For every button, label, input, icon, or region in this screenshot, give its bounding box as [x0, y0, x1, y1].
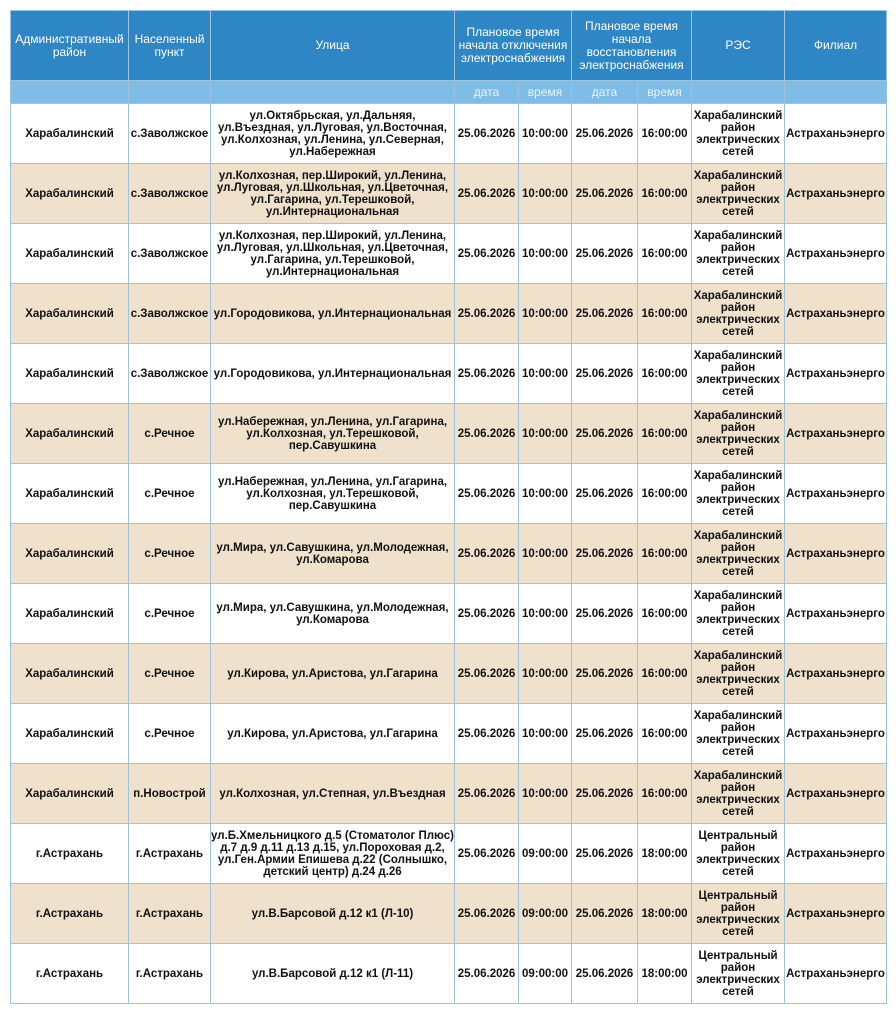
subheader-row — [11, 81, 887, 104]
cell-on-date: 25.06.2026 — [572, 524, 638, 584]
cell-settlement: г.Астрахань — [129, 824, 211, 884]
col-header-district: Административный район — [11, 11, 129, 81]
cell-on-date: 25.06.2026 — [572, 224, 638, 284]
cell-res: Харабалинский район электрических сетей — [692, 704, 785, 764]
cell-district: Харабалинский — [11, 464, 129, 524]
cell-off-date: 25.06.2026 — [455, 824, 519, 884]
cell-district: Харабалинский — [11, 104, 129, 164]
col-header-restore-time: Плановое время начала восстановления электроснабжения — [572, 11, 692, 81]
col-header-branch: Филиал — [785, 11, 887, 81]
cell-off-time: 10:00:00 — [519, 284, 572, 344]
cell-off-time: 10:00:00 — [519, 464, 572, 524]
cell-on-date: 25.06.2026 — [572, 104, 638, 164]
cell-on-time: 16:00:00 — [638, 644, 692, 704]
cell-settlement: г.Астрахань — [129, 884, 211, 944]
subheader-off-time: время — [519, 81, 572, 104]
cell-off-date: 25.06.2026 — [455, 404, 519, 464]
cell-res: Харабалинский район электрических сетей — [692, 104, 785, 164]
table-row — [11, 884, 887, 944]
cell-street: ул.Набережная, ул.Ленина, ул.Гагарина, ул.Колхозная, ул.Терешковой, пер.Савушкина — [211, 464, 455, 524]
cell-res: Харабалинский район электрических сетей — [692, 764, 785, 824]
cell-branch: Астраханьэнерго — [785, 884, 887, 944]
cell-off-date: 25.06.2026 — [455, 164, 519, 224]
cell-off-time: 10:00:00 — [519, 104, 572, 164]
cell-on-date: 25.06.2026 — [572, 584, 638, 644]
cell-off-time: 09:00:00 — [519, 944, 572, 1004]
cell-branch: Астраханьэнерго — [785, 464, 887, 524]
cell-off-date: 25.06.2026 — [455, 764, 519, 824]
cell-street: ул.В.Барсовой д.12 к1 (Л-10) — [211, 884, 455, 944]
cell-street: ул.Набережная, ул.Ленина, ул.Гагарина, ул.Колхозная, ул.Терешковой, пер.Савушкина — [211, 404, 455, 464]
cell-district: г.Астрахань — [11, 824, 129, 884]
cell-res: Харабалинский район электрических сетей — [692, 584, 785, 644]
cell-district: г.Астрахань — [11, 944, 129, 1004]
cell-off-date: 25.06.2026 — [455, 344, 519, 404]
cell-street: ул.Кирова, ул.Аристова, ул.Гагарина — [211, 704, 455, 764]
cell-off-date: 25.06.2026 — [455, 464, 519, 524]
cell-on-time: 18:00:00 — [638, 944, 692, 1004]
cell-branch: Астраханьэнерго — [785, 704, 887, 764]
cell-branch: Астраханьэнерго — [785, 104, 887, 164]
cell-branch: Астраханьэнерго — [785, 584, 887, 644]
cell-branch: Астраханьэнерго — [785, 284, 887, 344]
cell-on-time: 16:00:00 — [638, 704, 692, 764]
cell-on-date: 25.06.2026 — [572, 644, 638, 704]
cell-branch: Астраханьэнерго — [785, 944, 887, 1004]
cell-street: ул.Б.Хмельницкого д.5 (Стоматолог Плюс) д.7 д.9 д.11 д.13 д.15, ул.Пороховая д.2, ул.Ген.Армии Епишева д.22 (Солнышко, детский центр) д.24 д.26 — [211, 824, 455, 884]
table-row — [11, 524, 887, 584]
col-header-res: РЭС — [692, 11, 785, 81]
table-row — [11, 164, 887, 224]
cell-on-time: 16:00:00 — [638, 104, 692, 164]
subheader-off-date: дата — [455, 81, 519, 104]
cell-off-time: 09:00:00 — [519, 884, 572, 944]
cell-on-date: 25.06.2026 — [572, 344, 638, 404]
cell-branch: Астраханьэнерго — [785, 164, 887, 224]
cell-off-date: 25.06.2026 — [455, 524, 519, 584]
cell-on-date: 25.06.2026 — [572, 824, 638, 884]
cell-settlement: с.Речное — [129, 704, 211, 764]
cell-res: Харабалинский район электрических сетей — [692, 284, 785, 344]
cell-on-time: 16:00:00 — [638, 164, 692, 224]
cell-res: Харабалинский район электрических сетей — [692, 344, 785, 404]
cell-off-time: 10:00:00 — [519, 764, 572, 824]
cell-on-date: 25.06.2026 — [572, 884, 638, 944]
cell-settlement: с.Заволжское — [129, 284, 211, 344]
cell-settlement: с.Заволжское — [129, 164, 211, 224]
table-row — [11, 284, 887, 344]
cell-res: Харабалинский район электрических сетей — [692, 164, 785, 224]
cell-settlement: с.Речное — [129, 524, 211, 584]
cell-on-time: 16:00:00 — [638, 764, 692, 824]
cell-street: ул.Колхозная, пер.Широкий, ул.Ленина, ул.Луговая, ул.Школьная, ул.Цветочная, ул.Гагарина, ул.Терешковой, ул.Интернациональная — [211, 164, 455, 224]
cell-off-date: 25.06.2026 — [455, 224, 519, 284]
cell-settlement: с.Речное — [129, 464, 211, 524]
cell-res: Харабалинский район электрических сетей — [692, 524, 785, 584]
cell-street: ул.Мира, ул.Савушкина, ул.Молодежная, ул.Комарова — [211, 524, 455, 584]
cell-district: Харабалинский — [11, 344, 129, 404]
cell-on-time: 16:00:00 — [638, 224, 692, 284]
cell-settlement: с.Речное — [129, 584, 211, 644]
subheader-on-time: время — [638, 81, 692, 104]
cell-off-date: 25.06.2026 — [455, 884, 519, 944]
cell-district: г.Астрахань — [11, 884, 129, 944]
cell-street: ул.Мира, ул.Савушкина, ул.Молодежная, ул.Комарова — [211, 584, 455, 644]
table-row — [11, 644, 887, 704]
cell-off-time: 10:00:00 — [519, 224, 572, 284]
cell-district: Харабалинский — [11, 704, 129, 764]
col-header-settlement: Населенный пункт — [129, 11, 211, 81]
cell-branch: Астраханьэнерго — [785, 224, 887, 284]
col-header-street: Улица — [211, 11, 455, 81]
cell-on-time: 16:00:00 — [638, 524, 692, 584]
cell-off-time: 09:00:00 — [519, 824, 572, 884]
table-row — [11, 944, 887, 1004]
cell-res: Центральный район электрических сетей — [692, 824, 785, 884]
subheader-blank — [211, 81, 455, 104]
cell-district: Харабалинский — [11, 584, 129, 644]
cell-res: Харабалинский район электрических сетей — [692, 644, 785, 704]
table-row — [11, 224, 887, 284]
cell-on-date: 25.06.2026 — [572, 164, 638, 224]
cell-district: Харабалинский — [11, 404, 129, 464]
table-row — [11, 764, 887, 824]
cell-settlement: с.Речное — [129, 644, 211, 704]
cell-street: ул.Кирова, ул.Аристова, ул.Гагарина — [211, 644, 455, 704]
table-row — [11, 344, 887, 404]
cell-off-date: 25.06.2026 — [455, 644, 519, 704]
cell-district: Харабалинский — [11, 164, 129, 224]
cell-branch: Астраханьэнерго — [785, 524, 887, 584]
subheader-blank — [11, 81, 129, 104]
cell-settlement: с.Речное — [129, 404, 211, 464]
table-row — [11, 404, 887, 464]
cell-off-date: 25.06.2026 — [455, 584, 519, 644]
cell-on-time: 16:00:00 — [638, 584, 692, 644]
cell-district: Харабалинский — [11, 284, 129, 344]
cell-res: Харабалинский район электрических сетей — [692, 404, 785, 464]
cell-street: ул.Колхозная, пер.Широкий, ул.Ленина, ул.Луговая, ул.Школьная, ул.Цветочная, ул.Гагарина, ул.Терешковой, ул.Интернациональная — [211, 224, 455, 284]
cell-on-time: 18:00:00 — [638, 824, 692, 884]
cell-settlement: п.Новострой — [129, 764, 211, 824]
cell-off-time: 10:00:00 — [519, 404, 572, 464]
cell-branch: Астраханьэнерго — [785, 824, 887, 884]
table-row — [11, 584, 887, 644]
cell-street: ул.Городовикова, ул.Интернациональная — [211, 284, 455, 344]
cell-on-date: 25.06.2026 — [572, 704, 638, 764]
cell-on-time: 16:00:00 — [638, 344, 692, 404]
subheader-blank — [785, 81, 887, 104]
cell-off-time: 10:00:00 — [519, 584, 572, 644]
cell-off-time: 10:00:00 — [519, 704, 572, 764]
cell-street: ул.Октябрьская, ул.Дальняя, ул.Въездная, ул.Луговая, ул.Восточная, ул.Колхозная, ул.Ленина, ул.Северная, ул.Набережная — [211, 104, 455, 164]
cell-settlement: с.Заволжское — [129, 104, 211, 164]
table-row — [11, 464, 887, 524]
cell-street: ул.В.Барсовой д.12 к1 (Л-11) — [211, 944, 455, 1004]
cell-settlement: с.Заволжское — [129, 344, 211, 404]
cell-res: Центральный район электрических сетей — [692, 944, 785, 1004]
cell-district: Харабалинский — [11, 764, 129, 824]
cell-off-time: 10:00:00 — [519, 644, 572, 704]
table-row — [11, 704, 887, 764]
cell-street: ул.Городовикова, ул.Интернациональная — [211, 344, 455, 404]
cell-off-date: 25.06.2026 — [455, 944, 519, 1004]
cell-off-date: 25.06.2026 — [455, 704, 519, 764]
cell-on-date: 25.06.2026 — [572, 764, 638, 824]
cell-branch: Астраханьэнерго — [785, 344, 887, 404]
cell-branch: Астраханьэнерго — [785, 764, 887, 824]
cell-res: Харабалинский район электрических сетей — [692, 224, 785, 284]
cell-district: Харабалинский — [11, 224, 129, 284]
cell-off-time: 10:00:00 — [519, 524, 572, 584]
cell-on-date: 25.06.2026 — [572, 464, 638, 524]
cell-street: ул.Колхозная, ул.Степная, ул.Въездная — [211, 764, 455, 824]
cell-on-date: 25.06.2026 — [572, 944, 638, 1004]
cell-off-time: 10:00:00 — [519, 344, 572, 404]
cell-off-date: 25.06.2026 — [455, 104, 519, 164]
cell-on-time: 16:00:00 — [638, 284, 692, 344]
subheader-on-date: дата — [572, 81, 638, 104]
cell-district: Харабалинский — [11, 644, 129, 704]
cell-res: Центральный район электрических сетей — [692, 884, 785, 944]
cell-branch: Астраханьэнерго — [785, 404, 887, 464]
cell-branch: Астраханьэнерго — [785, 644, 887, 704]
outage-schedule-table — [10, 10, 887, 1004]
table-row — [11, 824, 887, 884]
cell-settlement: г.Астрахань — [129, 944, 211, 1004]
subheader-blank — [129, 81, 211, 104]
cell-on-time: 16:00:00 — [638, 404, 692, 464]
cell-off-time: 10:00:00 — [519, 164, 572, 224]
table-row — [11, 104, 887, 164]
cell-on-date: 25.06.2026 — [572, 284, 638, 344]
cell-res: Харабалинский район электрических сетей — [692, 464, 785, 524]
subheader-blank — [692, 81, 785, 104]
cell-off-date: 25.06.2026 — [455, 284, 519, 344]
header-row — [11, 11, 887, 81]
col-header-off-time: Плановое время начала отключения электроснабжения — [455, 11, 572, 81]
cell-settlement: с.Заволжское — [129, 224, 211, 284]
cell-on-date: 25.06.2026 — [572, 404, 638, 464]
cell-district: Харабалинский — [11, 524, 129, 584]
cell-on-time: 18:00:00 — [638, 884, 692, 944]
cell-on-time: 16:00:00 — [638, 464, 692, 524]
